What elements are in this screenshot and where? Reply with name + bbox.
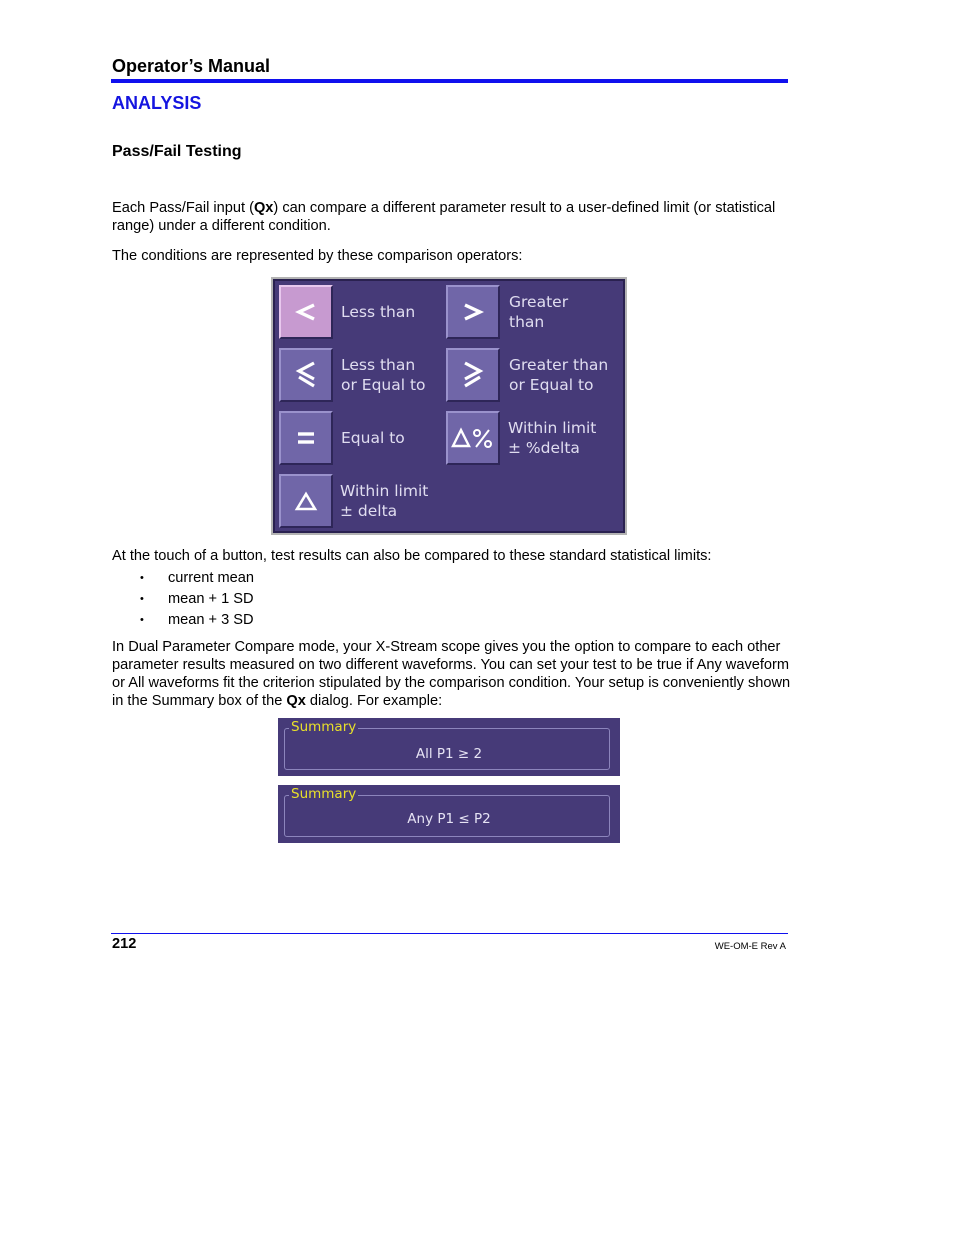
delta-percent-icon (451, 426, 495, 450)
list-item: • current mean (140, 568, 254, 589)
less-or-equal-label: Less than or Equal to (341, 356, 426, 394)
summary-box-any (278, 785, 620, 843)
summary-value: Any P1 ≤ P2 (407, 811, 491, 827)
section-title: ANALYSIS (112, 93, 202, 113)
equal-button[interactable] (279, 411, 333, 465)
greater-than-button[interactable] (446, 285, 500, 339)
intro-qx: Qx (253, 200, 274, 216)
manual-title: Operator’s Manual (112, 56, 271, 76)
summary-legend: Summary (291, 786, 357, 802)
greater-or-equal-icon (461, 360, 485, 390)
dual-paragraph (112, 638, 792, 710)
summary-box-all (278, 718, 620, 776)
subsection-title: Pass/Fail Testing (112, 143, 242, 160)
dual-qx: Qx (286, 693, 306, 709)
list-item: • mean + 3 SD (140, 610, 254, 631)
dual-text-after: dialog. For example: (305, 693, 443, 709)
greater-than-icon (461, 300, 485, 324)
greater-or-equal-label: Greater than or Equal to (509, 356, 609, 394)
list-item: • mean + 1 SD (140, 589, 254, 610)
summary-value: All P1 ≥ 2 (415, 746, 483, 762)
delta-percent-label: Within limit ± %delta (508, 419, 597, 457)
less-than-icon (294, 300, 318, 324)
stats-intro: At the touch of a button, test results can also be compared to these standard statistical limits: (112, 548, 712, 564)
delta-label: Within limit ± delta (340, 482, 429, 520)
header-rule (111, 79, 788, 83)
less-than-button[interactable] (279, 285, 333, 339)
greater-or-equal-button[interactable] (446, 348, 500, 402)
conditions-intro: The conditions are represented by these comparison operators: (112, 248, 523, 264)
equal-label: Equal to (341, 429, 405, 447)
intro-paragraph (112, 199, 792, 235)
page-number: 212 (112, 936, 137, 952)
intro-text-after: ) can compare a different parameter result to a user-defined limit (or statistical range) under a different condition. (112, 200, 776, 234)
stats-limits-list (140, 568, 254, 631)
greater-than-label: Greater than (509, 293, 569, 331)
delta-percent-button[interactable] (446, 411, 500, 465)
footer-rule (111, 933, 788, 934)
summary-legend: Summary (291, 719, 357, 735)
less-than-label: Less than (341, 303, 416, 321)
delta-button[interactable] (279, 474, 333, 528)
less-or-equal-button[interactable] (279, 348, 333, 402)
equal-icon (294, 428, 318, 448)
delta-icon (294, 489, 318, 513)
dual-text: In Dual Parameter Compare mode, your X-Stream scope gives you the option to compare to each other parameter results measured on two different waveforms. You can set your test to be true if Any waveform or All waveforms fit the criterion stipulated by the comparison condition. Your setup is conveniently shown in the Summary box of the (112, 639, 791, 709)
document-id: WE-OM-E Rev A (714, 941, 786, 952)
comparison-operator-panel (271, 277, 627, 535)
intro-text-before: Each Pass/Fail input ( (112, 200, 254, 216)
less-or-equal-icon (294, 360, 318, 390)
